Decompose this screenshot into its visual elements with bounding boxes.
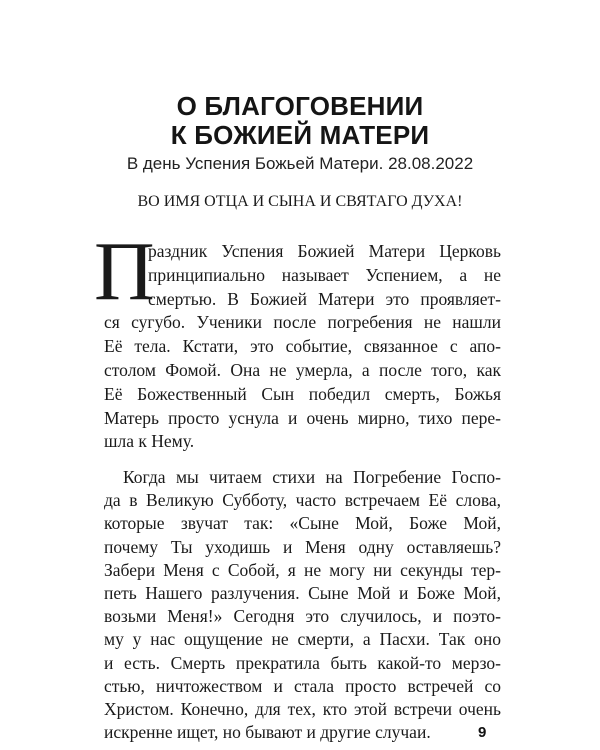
text-line: Когда мы читаем стихи на Погребение Госпо- [123, 467, 501, 487]
text-line: Матерь просто уснула и очень мирно, тихо пере- [104, 407, 501, 428]
text-line: принципиально называет Успением, а не [148, 264, 501, 285]
text-line: столом Фомой. Она не умерла, а после того, как [104, 360, 501, 380]
text-line: Забери Меня с Собой, я не могу ни секунды тер- [104, 559, 501, 580]
text-line: искренне ищет, но бывают и другие случаи. [104, 722, 431, 743]
text-line: му у нас ощущение не смерти, а Пасхи. Так оно [104, 629, 501, 650]
text-line: да в Великую Субботу, часто встречаем Её слова, [104, 490, 501, 511]
text-line: возьми Меня!» Сегодня это случилось, и поэто- [104, 606, 501, 627]
text-line: раздник Успения Божией Матери Церковь [148, 241, 501, 261]
text-line: которые звучат так: «Сыне Мой, Боже Мой, [104, 513, 501, 534]
text-line: ся сугубо. Ученики после погребения не нашли [104, 312, 501, 333]
text-line: петь Нашего разлучения. Сыне Мой и Боже Мой, [104, 583, 501, 603]
text-line: и есть. Смерть прекратила быть какой-то мерзо- [104, 652, 501, 673]
chapter-subtitle: В день Успения Божьей Матери. 28.08.2022 [126, 154, 474, 173]
text-line: Её тела. Кстати, это событие, связанное с апо- [104, 336, 501, 357]
chapter-title-line-2: К БОЖИЕЙ МАТЕРИ [170, 120, 430, 150]
drop-cap: П [94, 225, 155, 318]
chapter-title-line-1: О БЛАГОГОВЕНИИ [176, 91, 424, 121]
text-line: Христом. Конечно, для тех, кто этой встречи очень [104, 699, 501, 719]
invocation: ВО ИМЯ ОТЦА И СЫНА И СВЯТАГО ДУХА! [137, 193, 463, 210]
text-line: шла к Нему. [104, 431, 195, 452]
text-line: почему Ты уходишь и Меня одну оставляешь? [104, 536, 501, 557]
text-line: стью, ничтожеством и стала просто встречей со [104, 675, 501, 696]
text-line: смертью. В Божией Матери это проявляет- [148, 288, 501, 309]
page-number: 9 [478, 724, 487, 741]
text-line: Её Божественный Сын победил смерть, Божья [104, 383, 501, 404]
